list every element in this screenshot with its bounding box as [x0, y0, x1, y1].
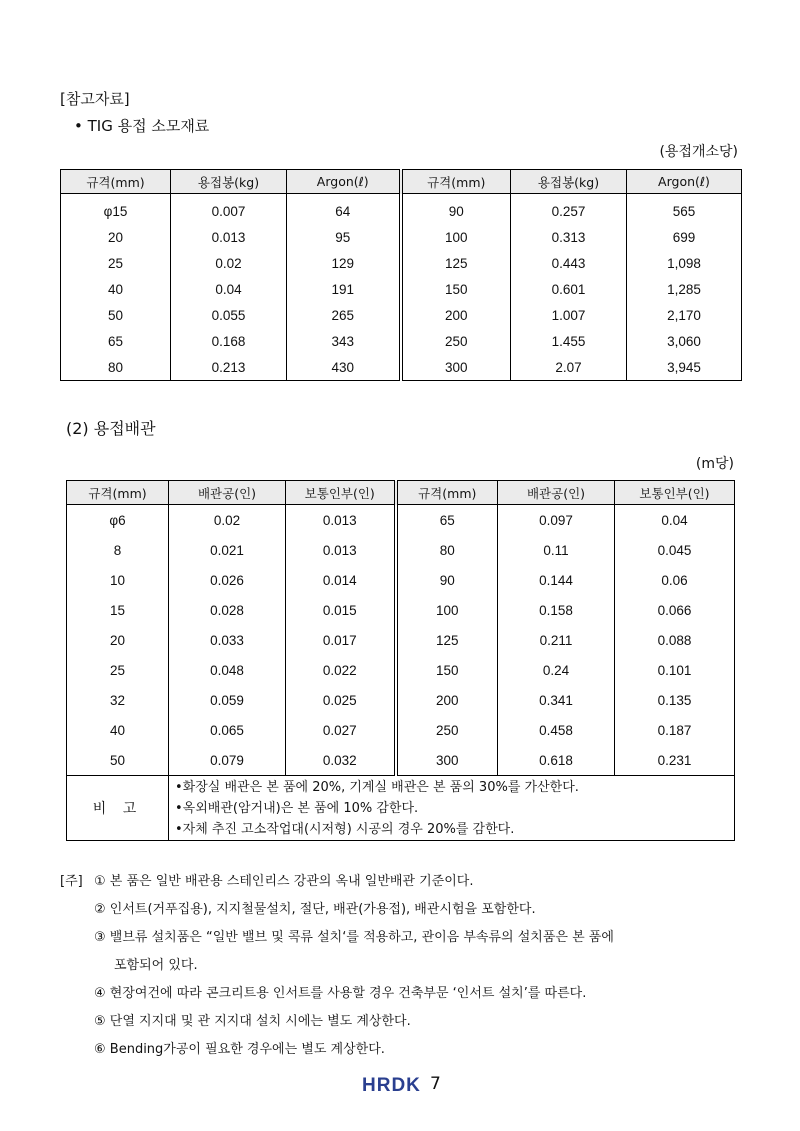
table-cell: 300: [396, 745, 498, 776]
table-cell: 0.168: [171, 328, 287, 354]
table-cell: 100: [401, 224, 511, 250]
table-cell: 0.048: [169, 655, 286, 685]
table-cell: 0.11: [498, 535, 615, 565]
table-cell: 250: [401, 328, 511, 354]
table-row: [67, 625, 735, 655]
table-cell: 0.601: [511, 276, 627, 302]
table-cell: 129: [287, 250, 401, 276]
table-row: [61, 276, 742, 302]
table-cell: 0.045: [615, 535, 735, 565]
table-cell: 0.618: [498, 745, 615, 776]
header-cell: 보통인부(인): [286, 481, 396, 505]
table-cell: 0.032: [286, 745, 396, 776]
note-item: [60, 928, 760, 956]
table-cell: 0.213: [171, 354, 287, 381]
table-cell: 0.135: [615, 685, 735, 715]
table-cell: 0.02: [171, 250, 287, 276]
header-cell: 규격(mm): [61, 170, 171, 194]
header-cell: 용접봉(kg): [171, 170, 287, 194]
table-cell: 1.455: [511, 328, 627, 354]
table-cell: 699: [627, 224, 742, 250]
tig-title: • TIG 용접 소모재료: [74, 117, 210, 135]
note-text: ⑤ 단열 지지대 및 관 지지대 설치 시에는 별도 계상한다.: [94, 1014, 411, 1029]
table-cell: 90: [396, 565, 498, 595]
table-cell: 0.101: [615, 655, 735, 685]
table-cell: 0.065: [169, 715, 286, 745]
table-cell: 32: [67, 685, 169, 715]
table-cell: 40: [61, 276, 171, 302]
table-cell: 343: [287, 328, 401, 354]
note-text: ⑥ Bending가공이 필요한 경우에는 별도 계상한다.: [94, 1042, 385, 1057]
table-cell: 90: [401, 194, 511, 225]
table-cell: 0.079: [169, 745, 286, 776]
remark-line: •화장실 배관은 본 품에 20%, 기계실 배관은 본 품의 30%를 가산한다.: [175, 779, 579, 795]
table-cell: 0.341: [498, 685, 615, 715]
table-cell: 0.013: [171, 224, 287, 250]
table2-unit: (m당): [695, 456, 734, 472]
table-cell: 40: [67, 715, 169, 745]
tig-consumables-table: [60, 169, 742, 381]
remark-row: [67, 776, 735, 841]
table-cell: 8: [67, 535, 169, 565]
header-cell: 규격(mm): [401, 170, 511, 194]
page-number: 7: [430, 1074, 441, 1094]
header-cell: Argon(ℓ): [627, 170, 742, 194]
table-cell: 565: [627, 194, 742, 225]
header-cell: 보통인부(인): [615, 481, 735, 505]
table-cell: 125: [396, 625, 498, 655]
table-cell: 10: [67, 565, 169, 595]
table-row: [67, 595, 735, 625]
note-text: ① 본 품은 일반 배관용 스테인리스 강관의 옥내 일반배관 기준이다.: [94, 874, 474, 889]
table-cell: 0.187: [615, 715, 735, 745]
note-text: 포함되어 있다.: [114, 958, 198, 973]
table-cell: 1,285: [627, 276, 742, 302]
table-row: [61, 354, 742, 381]
table-cell: 0.04: [615, 505, 735, 536]
table-cell: 125: [401, 250, 511, 276]
table-cell: 0.158: [498, 595, 615, 625]
table-cell: 250: [396, 715, 498, 745]
header-cell: 규격(mm): [396, 481, 498, 505]
table-cell: 0.24: [498, 655, 615, 685]
table-cell: 1.007: [511, 302, 627, 328]
table-cell: 0.144: [498, 565, 615, 595]
note-text: ③ 밸브류 설치품은 “일반 밸브 및 콕류 설치‘를 적용하고, 관이음 부속류의 설치품은 본 품에: [94, 930, 614, 945]
table-cell: 0.013: [286, 535, 396, 565]
table-cell: 0.007: [171, 194, 287, 225]
note-text: ④ 현장여건에 따라 콘크리트용 인서트를 사용할 경우 건축부문 ‘인서트 설치’를 따른다.: [94, 986, 587, 1001]
table-row: [67, 685, 735, 715]
table-cell: 0.026: [169, 565, 286, 595]
table-cell: 0.059: [169, 685, 286, 715]
header-cell: 규격(mm): [67, 481, 169, 505]
table-cell: 0.017: [286, 625, 396, 655]
table-cell: 80: [396, 535, 498, 565]
table-cell: 0.021: [169, 535, 286, 565]
remark-line: •자체 추진 고소작업대(시저형) 시공의 경우 20%를 감한다.: [175, 821, 515, 837]
table-cell: 265: [287, 302, 401, 328]
table-cell: 0.06: [615, 565, 735, 595]
table-cell: 0.027: [286, 715, 396, 745]
table-cell: 0.015: [286, 595, 396, 625]
table-cell: 0.055: [171, 302, 287, 328]
table-cell: 150: [401, 276, 511, 302]
notes-tag: [주]: [60, 874, 83, 889]
hrdk-logo: HRDK: [362, 1075, 421, 1096]
table-cell: 0.033: [169, 625, 286, 655]
note-text: ② 인서트(거푸집용), 지지철물설치, 절단, 배관(가용접), 배관시험을 포함한다.: [94, 902, 536, 917]
table-cell: 300: [401, 354, 511, 381]
table-cell: 0.313: [511, 224, 627, 250]
table-row: [61, 224, 742, 250]
table-cell: 0.088: [615, 625, 735, 655]
header-cell: 배관공(인): [498, 481, 615, 505]
table-row: [61, 328, 742, 354]
note-item: [60, 984, 760, 1012]
table-cell: 0.014: [286, 565, 396, 595]
table-header-row: [67, 481, 735, 505]
table-cell: 1,098: [627, 250, 742, 276]
table-cell: 25: [61, 250, 171, 276]
table-cell: 0.013: [286, 505, 396, 536]
remark-label: 비 고: [67, 776, 169, 841]
table-row: [61, 250, 742, 276]
welded-piping-table: [66, 480, 735, 841]
table-cell: 15: [67, 595, 169, 625]
note-item: [60, 900, 760, 928]
table-row: [67, 715, 735, 745]
table-cell: 80: [61, 354, 171, 381]
table-cell: 0.231: [615, 745, 735, 776]
table-cell: 0.211: [498, 625, 615, 655]
note-item: [60, 872, 760, 900]
note-item-continued: [60, 956, 760, 984]
reference-heading: [참고자료]: [60, 90, 130, 108]
header-cell: Argon(ℓ): [287, 170, 401, 194]
table-cell: 25: [67, 655, 169, 685]
table-row: [67, 655, 735, 685]
table-row: [67, 745, 735, 776]
table-cell: 0.066: [615, 595, 735, 625]
table-cell: 50: [61, 302, 171, 328]
table-cell: 65: [61, 328, 171, 354]
table-cell: 0.257: [511, 194, 627, 225]
table-header-row: [61, 170, 742, 194]
table-cell: 191: [287, 276, 401, 302]
table1-unit: (용접개소당): [659, 144, 738, 160]
table-cell: 0.028: [169, 595, 286, 625]
table-row: [67, 505, 735, 536]
table-cell: 200: [396, 685, 498, 715]
header-cell: 배관공(인): [169, 481, 286, 505]
table-cell: 20: [67, 625, 169, 655]
notes-section: [60, 872, 760, 1068]
table-cell: 2.07: [511, 354, 627, 381]
table-cell: 95: [287, 224, 401, 250]
table-cell: φ6: [67, 505, 169, 536]
remark-line: •옥외배관(암거내)은 본 품에 10% 감한다.: [175, 800, 419, 816]
table-cell: 3,060: [627, 328, 742, 354]
table-cell: 0.458: [498, 715, 615, 745]
table-cell: 100: [396, 595, 498, 625]
table-cell: 65: [396, 505, 498, 536]
table-cell: 64: [287, 194, 401, 225]
table-cell: 20: [61, 224, 171, 250]
section2-title: (2) 용접배관: [66, 419, 156, 438]
remark-text: [169, 776, 735, 841]
table-cell: 200: [401, 302, 511, 328]
header-cell: 용접봉(kg): [511, 170, 627, 194]
table-cell: 0.025: [286, 685, 396, 715]
table-cell: φ15: [61, 194, 171, 225]
table-cell: 2,170: [627, 302, 742, 328]
table-row: [61, 194, 742, 225]
table-cell: 150: [396, 655, 498, 685]
note-item: [60, 1040, 760, 1068]
table-row: [67, 565, 735, 595]
table-cell: 430: [287, 354, 401, 381]
table-row: [61, 302, 742, 328]
table-cell: 0.443: [511, 250, 627, 276]
note-item: [60, 1012, 760, 1040]
table-cell: 0.02: [169, 505, 286, 536]
table-cell: 0.022: [286, 655, 396, 685]
table-cell: 0.097: [498, 505, 615, 536]
table-cell: 0.04: [171, 276, 287, 302]
table-cell: 3,945: [627, 354, 742, 381]
table-cell: 50: [67, 745, 169, 776]
table-row: [67, 535, 735, 565]
